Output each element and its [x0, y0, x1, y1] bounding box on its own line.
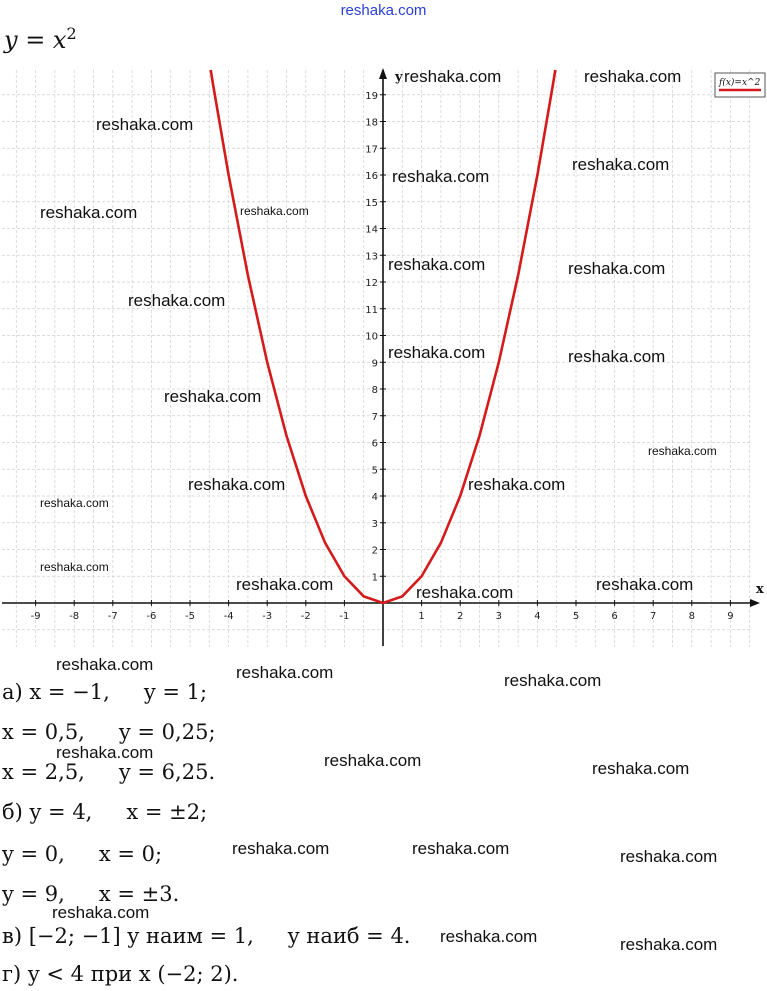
- x-tick-label: -6: [146, 611, 157, 622]
- watermark: reshaka.com: [404, 67, 502, 86]
- watermark: reshaka.com: [568, 259, 666, 278]
- watermark: reshaka.com: [388, 255, 486, 274]
- x-tick-label: 4: [534, 611, 541, 622]
- watermark: reshaka.com: [52, 903, 150, 922]
- watermark: reshaka.com: [504, 671, 602, 690]
- watermark: reshaka.com: [568, 347, 666, 366]
- y-tick-label: 19: [365, 90, 378, 102]
- solution-part-a: б) y = 4,: [2, 800, 93, 824]
- x-tick-label: -5: [185, 611, 195, 622]
- watermark: reshaka.com: [596, 575, 694, 594]
- solution-line: [2, 962, 272, 986]
- solution-part-a: г) y < 4 при x (−2; 2).: [2, 962, 239, 986]
- legend: [715, 73, 765, 97]
- watermark: reshaka.com: [40, 203, 138, 222]
- watermark: reshaka.com: [440, 927, 538, 946]
- watermark: reshaka.com: [128, 291, 226, 310]
- solution-part-a: y = 0,: [2, 842, 65, 866]
- y-tick-label: 10: [365, 331, 378, 343]
- watermark: reshaka.com: [468, 475, 566, 494]
- watermark: reshaka.com: [232, 839, 330, 858]
- watermark: reshaka.com: [40, 560, 109, 574]
- x-tick-label: -1: [339, 611, 350, 622]
- watermark: reshaka.com: [620, 935, 718, 954]
- watermark: reshaka.com: [620, 847, 718, 866]
- y-tick-label: 15: [365, 197, 378, 209]
- x-tick-label: -4: [223, 611, 234, 622]
- x-tick-label: 6: [611, 611, 618, 622]
- y-tick-label: 8: [371, 385, 378, 396]
- tick-labels: [31, 91, 734, 622]
- solution-part-b: y = 0,25;: [118, 720, 216, 744]
- watermark: reshaka.com: [416, 583, 514, 602]
- y-tick-label: 6: [371, 438, 378, 450]
- x-tick-label: 9: [727, 611, 734, 622]
- watermark: reshaka.com: [392, 167, 490, 186]
- y-tick-label: 9: [371, 358, 378, 370]
- function-heading: [4, 24, 77, 54]
- watermark: reshaka.com: [164, 387, 262, 406]
- watermark: reshaka.com: [412, 839, 510, 858]
- solution-part-b: x = ±2;: [126, 800, 208, 824]
- solution-part-b: x = ±3.: [98, 882, 180, 906]
- watermark: reshaka.com: [56, 655, 154, 674]
- watermark: reshaka.com: [236, 663, 334, 682]
- watermark: reshaka.com: [592, 759, 690, 778]
- x-tick-label: -2: [300, 611, 311, 622]
- y-tick-label: 14: [365, 224, 378, 236]
- function-formula: y = x: [4, 26, 67, 54]
- watermark: reshaka.com: [572, 155, 670, 174]
- x-axis-arrow: [750, 599, 760, 607]
- legend-label: f(x)=x^2: [719, 78, 761, 88]
- solution-line: [2, 882, 179, 906]
- top-watermark: reshaka.com: [340, 2, 427, 19]
- x-tick-label: -7: [107, 611, 118, 622]
- x-tick-label: -8: [69, 611, 80, 622]
- watermark: reshaka.com: [188, 475, 286, 494]
- watermark: reshaka.com: [648, 444, 717, 458]
- function-plot: [0, 62, 767, 647]
- watermark: reshaka.com: [236, 575, 334, 594]
- solution-part-a: а) x = −1,: [2, 680, 110, 704]
- y-tick-label: 13: [365, 251, 378, 263]
- solution-part-b: y наиб = 4.: [287, 924, 411, 948]
- y-tick-label: 18: [365, 117, 378, 129]
- x-tick-label: 2: [457, 611, 464, 622]
- y-tick-label: 2: [371, 545, 378, 557]
- x-tick-label: 5: [572, 611, 580, 622]
- solution-part-a: x = 0,5,: [2, 720, 85, 744]
- y-axis-label: y: [395, 70, 403, 85]
- x-tick-label: 7: [650, 611, 657, 622]
- y-axis-arrow: [379, 68, 387, 79]
- y-tick-label: 12: [365, 278, 378, 289]
- solution-line: [2, 924, 410, 948]
- solution-line: [2, 680, 207, 704]
- solution-line: [2, 842, 162, 866]
- y-tick-label: 11: [365, 304, 378, 316]
- axes: [2, 68, 764, 646]
- x-tick-label: -3: [262, 611, 273, 622]
- solution-part-a: y = 9,: [2, 882, 65, 906]
- watermark: reshaka.com: [584, 67, 682, 86]
- solution-part-a: в) [−2; −1] y наим = 1,: [2, 924, 254, 948]
- y-tick-label: 17: [365, 144, 378, 156]
- solution-line: [2, 720, 216, 744]
- watermark: reshaka.com: [324, 751, 422, 770]
- solution-line: [2, 760, 215, 784]
- watermark: reshaka.com: [388, 343, 486, 362]
- watermark: reshaka.com: [40, 496, 109, 510]
- solution-part-a: x = 2,5,: [2, 760, 85, 784]
- y-tick-label: 1: [371, 572, 378, 584]
- solution-line: [2, 800, 207, 824]
- solution-part-b: y = 6,25.: [118, 760, 216, 784]
- x-tick-label: 3: [495, 611, 502, 622]
- y-tick-label: 5: [371, 465, 378, 477]
- solution-part-b: x = 0;: [98, 842, 163, 866]
- watermark: reshaka.com: [56, 743, 154, 762]
- x-tick-label: 1: [418, 611, 425, 622]
- y-tick-label: 4: [371, 492, 378, 503]
- y-tick-label: 3: [371, 518, 378, 530]
- watermark: reshaka.com: [96, 115, 194, 134]
- y-tick-label: 7: [371, 411, 378, 423]
- function-exponent: 2: [66, 24, 77, 43]
- watermark: reshaka.com: [240, 204, 309, 218]
- x-tick-label: -9: [30, 611, 41, 622]
- x-tick-label: 8: [688, 611, 695, 622]
- solution-part-b: y = 1;: [143, 680, 208, 704]
- y-tick-label: 16: [365, 171, 378, 182]
- x-axis-label: x: [756, 582, 764, 597]
